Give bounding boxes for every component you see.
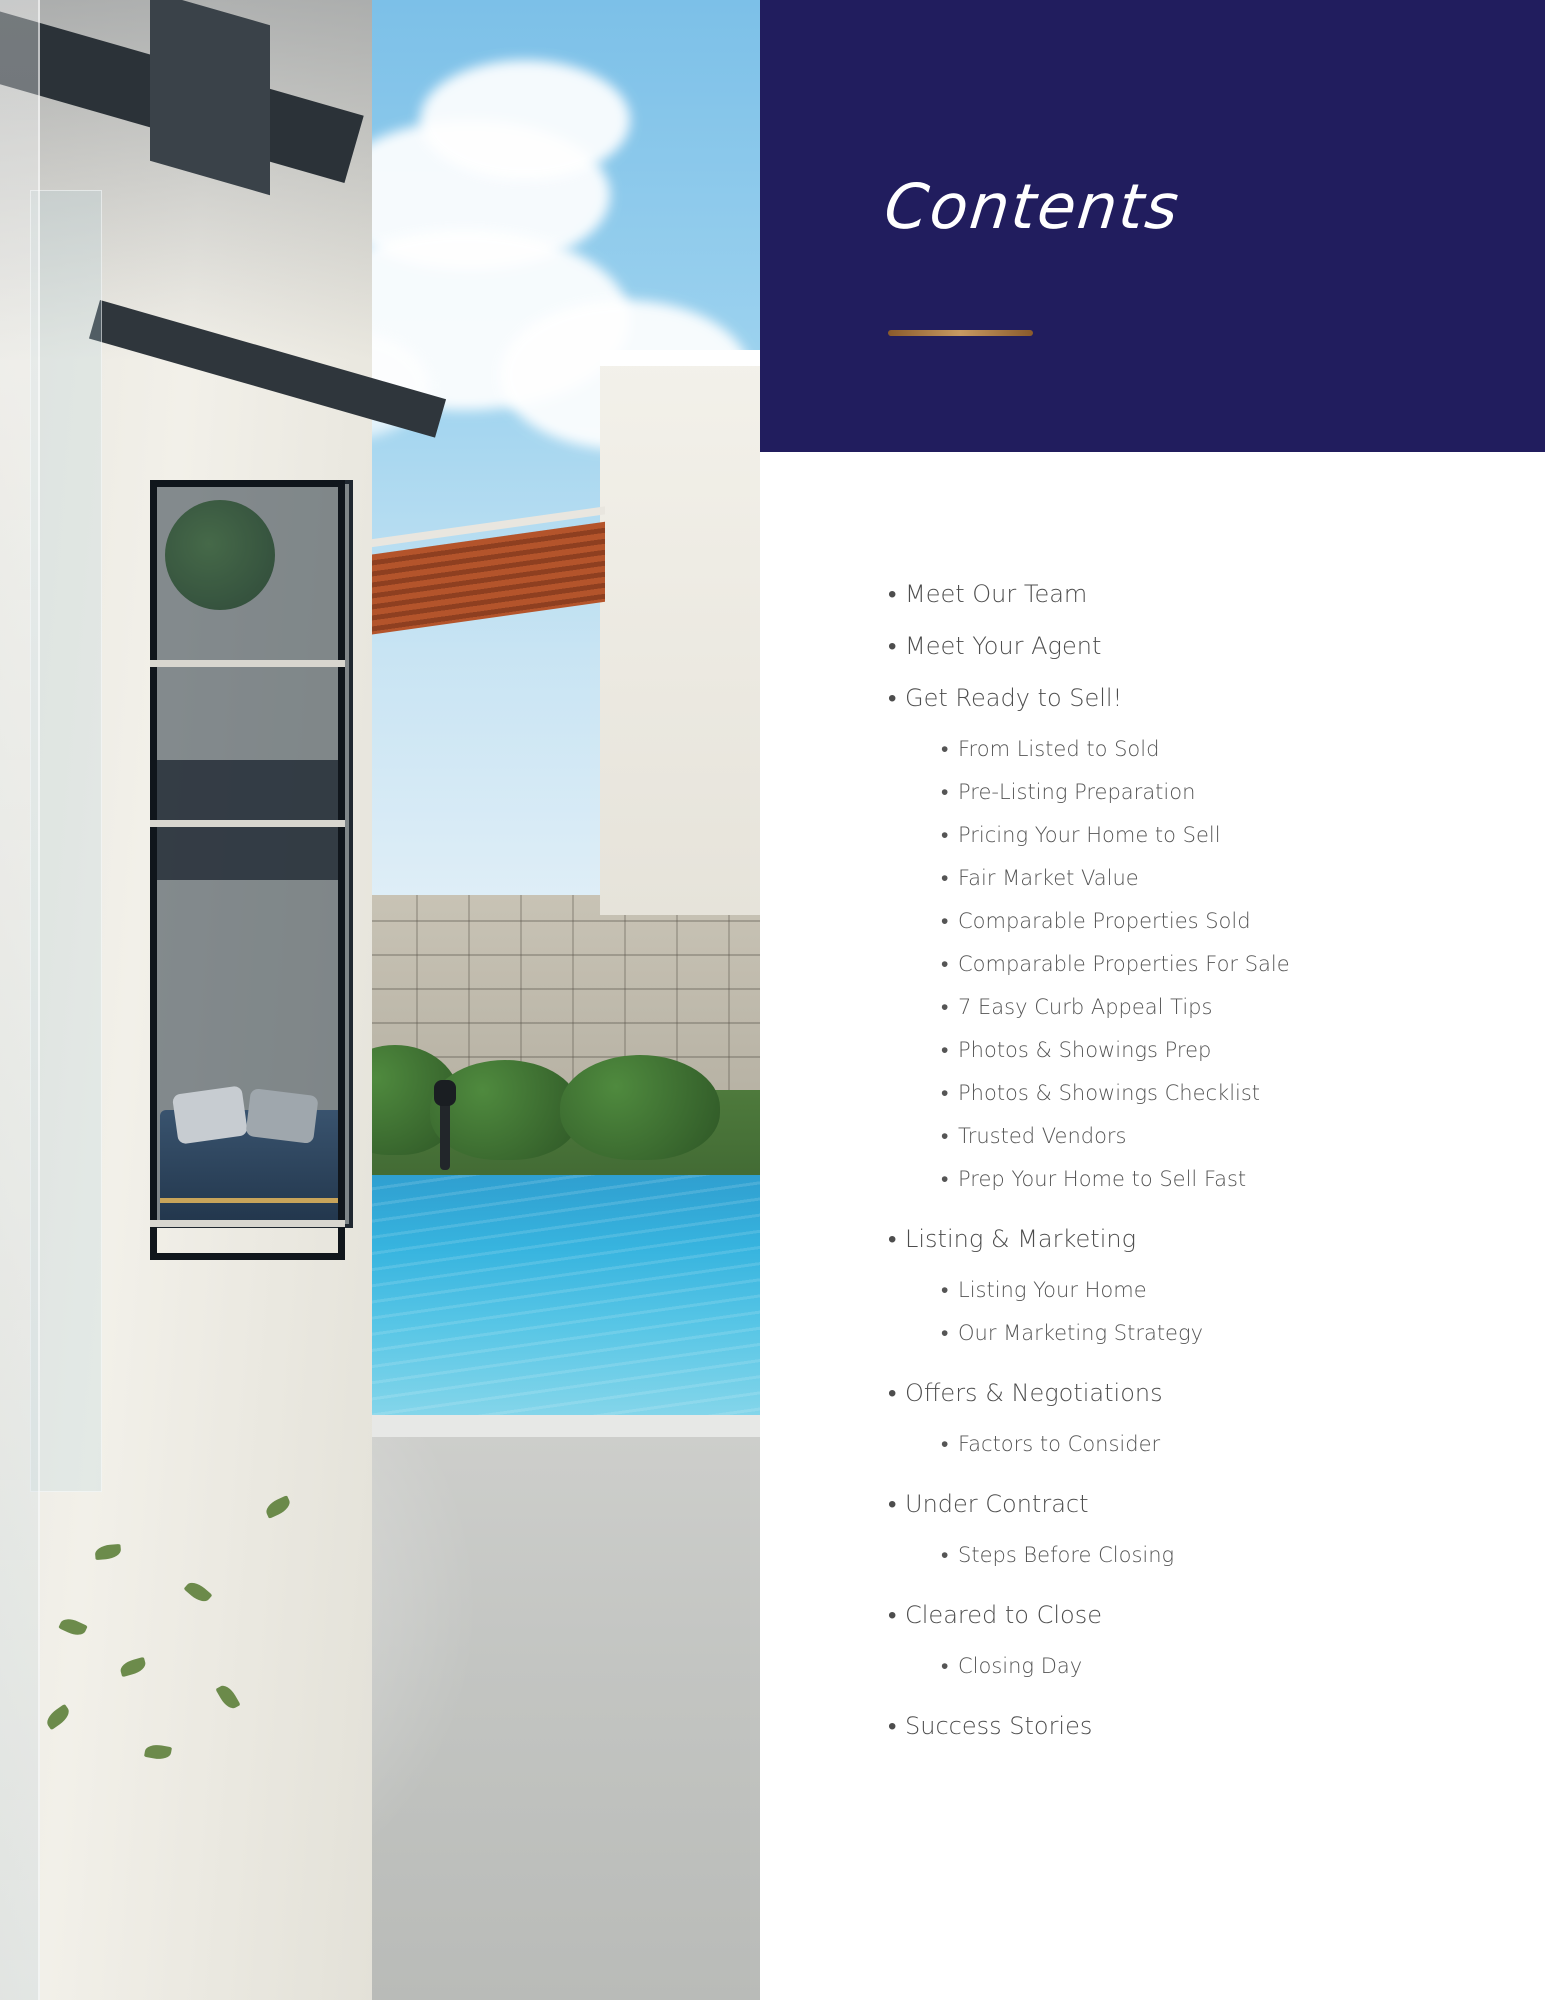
toc-subentry[interactable] [905,1269,1545,1312]
toc-subentry-label: Pre-Listing Preparation [958,780,1196,804]
bullet-icon: • [941,780,949,804]
toc-entry-label: Offers & Negotiations [905,1379,1163,1407]
bullet-icon: • [941,952,949,976]
toc-subentry[interactable] [905,814,1545,857]
bullet-icon: • [941,1167,949,1191]
toc-entry[interactable] [760,1369,1545,1466]
bullet-icon: • [888,632,897,660]
right-building-parapet [600,350,760,366]
cloud-shape [420,60,630,180]
toc-subentry-label: Listing Your Home [958,1278,1147,1302]
toc-subentry[interactable] [905,900,1545,943]
bullet-icon: • [941,1432,949,1456]
toc-subentry-label: Our Marketing Strategy [958,1321,1204,1345]
title-underline-rule [888,330,1033,336]
toc-level-2-list [905,1423,1545,1466]
bullet-icon: • [941,995,949,1019]
bullet-icon: • [888,1225,897,1253]
bullet-icon: • [941,909,949,933]
toc-subentry[interactable] [905,857,1545,900]
table-of-contents [760,570,1545,1754]
toc-subentry[interactable] [905,771,1545,814]
toc-subentry-label: Comparable Properties Sold [958,909,1251,933]
hero-photo [0,0,760,2000]
toc-level-1-list [760,570,1545,1750]
bullet-icon: • [941,1654,949,1678]
toc-entry-label: Listing & Marketing [905,1225,1136,1253]
toc-subentry-label: 7 Easy Curb Appeal Tips [958,995,1213,1019]
bullet-icon: • [941,1038,949,1062]
toc-entry[interactable] [760,674,1545,1201]
bullet-icon: • [941,866,949,890]
toc-subentry[interactable] [905,1423,1545,1466]
toc-entry-label: Meet Your Agent [905,632,1102,660]
toc-level-2-list [905,1269,1545,1355]
bullet-icon: • [941,823,949,847]
toc-subentry[interactable] [905,1158,1545,1201]
toc-subentry-label: Photos & Showings Checklist [958,1081,1261,1105]
toc-subentry[interactable] [905,1645,1545,1688]
toc-entry[interactable] [760,1591,1545,1688]
toc-subentry-label: Trusted Vendors [958,1124,1127,1148]
bullet-icon: • [888,1490,897,1518]
toc-entry-label: Success Stories [905,1712,1093,1740]
window-frame [150,480,345,1260]
toc-level-2-list [905,1645,1545,1688]
toc-entry[interactable] [760,1702,1545,1750]
toc-entry[interactable] [760,622,1545,670]
toc-entry-label: Meet Our Team [905,580,1088,608]
contents-panel [760,0,1545,2000]
bullet-icon: • [941,1543,949,1567]
bullet-icon: • [941,737,949,761]
toc-entry-label: Cleared to Close [905,1601,1102,1629]
window-mullion [150,820,345,827]
toc-subentry-label: Steps Before Closing [958,1543,1175,1567]
glass-panel [30,190,102,1492]
toc-entry-label: Get Ready to Sell! [905,684,1123,712]
bullet-icon: • [941,1278,949,1302]
window-mullion [150,660,345,667]
toc-subentry-label: Comparable Properties For Sale [958,952,1290,976]
bullet-icon: • [888,1601,897,1629]
dark-beam [150,0,270,195]
toc-subentry-label: Closing Day [958,1654,1083,1678]
garden-lamp-head [434,1080,456,1106]
hedge-shape [560,1055,720,1160]
toc-subentry[interactable] [905,728,1545,771]
bullet-icon: • [941,1081,949,1105]
toc-entry[interactable] [760,570,1545,618]
toc-subentry[interactable] [905,1029,1545,1072]
bullet-icon: • [888,1379,897,1407]
toc-subentry[interactable] [905,1312,1545,1355]
toc-subentry[interactable] [905,1072,1545,1115]
bullet-icon: • [888,684,897,712]
toc-subentry-label: Factors to Consider [958,1432,1161,1456]
toc-subentry[interactable] [905,943,1545,986]
hedge-shape [430,1060,580,1160]
page-title: Contents [881,170,1184,243]
toc-subentry-label: Fair Market Value [958,866,1139,890]
toc-subentry[interactable] [905,1534,1545,1577]
toc-subentry-label: From Listed to Sold [958,737,1160,761]
toc-subentry[interactable] [905,1115,1545,1158]
glass-reflection-strip [0,0,40,2000]
toc-level-2-list [905,728,1545,1201]
bullet-icon: • [888,580,897,608]
window-mullion [150,1220,345,1227]
toc-entry[interactable] [760,1480,1545,1577]
toc-level-2-list [905,1534,1545,1577]
toc-subentry-label: Pricing Your Home to Sell [958,823,1221,847]
toc-entry[interactable] [760,1215,1545,1355]
header-band [760,0,1545,452]
bullet-icon: • [941,1321,949,1345]
right-building-block [600,355,760,915]
toc-entry-label: Under Contract [905,1490,1089,1518]
toc-subentry[interactable] [905,986,1545,1029]
toc-subentry-label: Prep Your Home to Sell Fast [958,1167,1247,1191]
bullet-icon: • [941,1124,949,1148]
bullet-icon: • [888,1712,897,1740]
toc-subentry-label: Photos & Showings Prep [958,1038,1212,1062]
